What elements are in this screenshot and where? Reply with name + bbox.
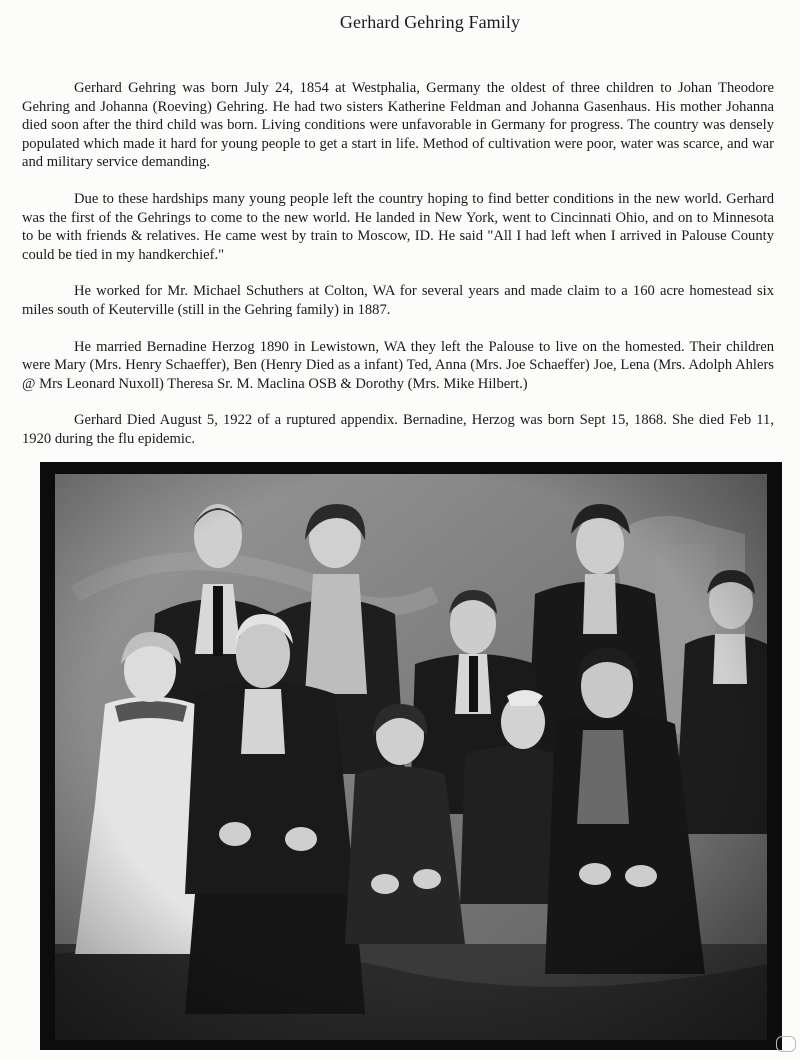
family-photograph: [55, 474, 767, 1040]
family-photograph-drawing: [55, 474, 767, 1040]
body-text: [22, 79, 774, 467]
paragraph-birth: Gerhard Gehring was born July 24, 1854 at Westphalia, Germany the oldest of three children to Johan Theodore Gehring and Johanna (Roeving) Gehring. He had two sisters Katherine Feldman and Johanna Gasenhaus. His mother Johanna died soon after the third child was born. Living conditions were unfavorable in Germany for progress. The country was densely populated which made it hard for young people to get a start in life. Method of cultivation were poor, water was scarce, and war and military service demanding.: [22, 80, 774, 171]
scan-speck: [776, 1036, 796, 1052]
page-title: Gerhard Gehring Family: [339, 12, 521, 32]
paragraph-emigration: Due to these hardships many young people left the country hoping to find better conditions in the new world. Gerhard was the first of the Gehrings to come to the new world. He landed in New York, went to Cincinnati Ohio, and on to Minnesota to be with friends & relatives. He came west by train to Moscow, ID. He said "All I had left when I arrived in Palouse County could be tied in my handkerchief.": [22, 190, 774, 263]
paragraph-death: Gerhard Died August 5, 1922 of a ruptured appendix. Bernadine, Herzog was born Sept 15, 1868. She died Feb 11, 1920 during the flu epidemic.: [22, 412, 774, 447]
paragraph-marriage: He married Bernadine Herzog 1890 in Lewistown, WA they left the Palouse to live on the homested. Their children were Mary (Mrs. Henry Schaeffer), Ben (Henry Died as a infant) Ted, Anna (Mrs. Joe Schaeffer) Joe, Lena (Mrs. Adolph Ahlers @ Mrs Leonard Nuxoll) Theresa Sr. M. Maclina OSB & Dorothy (Mrs. Mike Hilbert.): [22, 338, 774, 392]
paragraph-homestead: He worked for Mr. Michael Schuthers at Colton, WA for several years and made claim to a 160 acre homestead six miles south of Keuterville (still in the Gehring family) in 1887.: [22, 283, 774, 318]
